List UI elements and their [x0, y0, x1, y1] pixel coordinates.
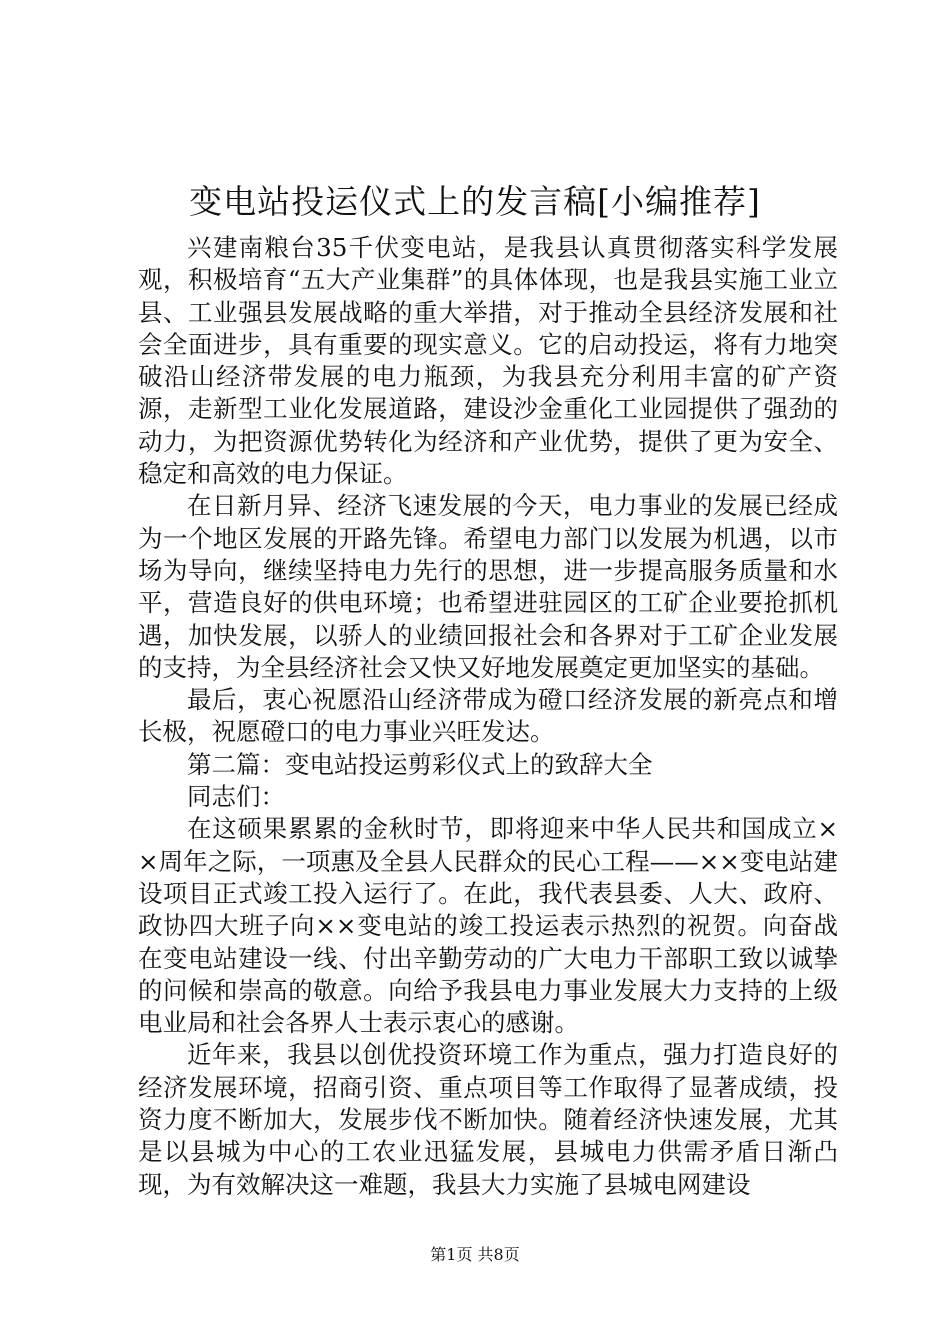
document-title: 变电站投运仪式上的发言稿[小编推荐]	[189, 182, 761, 221]
document-body	[138, 232, 838, 1201]
paragraph-2: 在日新月异、经济飞速发展的今天，电力事业的发展已经成为一个地区发展的开路先锋。希望电力部门以发展为机遇，以市场为导向，继续坚持电力先行的思想，进一步提高服务质量和水平，营造良好的供电环境；也希望进驻园区的工矿企业要抢抓机遇，加快发展，以骄人的业绩回报社会和各界对于工矿企业发展的支持，为全县经济社会又快又好地发展奠定更加坚实的基础。	[138, 491, 838, 682]
paragraph-5: 近年来，我县以创优投资环境工作为重点，强力打造良好的经济发展环境，招商引资、重点项目等工作取得了显著成绩，投资力度不断加大，发展步伐不断加快。随着经济快速发展，尤其是以县城为中心的工农业迅猛发展，县城电力供需矛盾日渐凸现，为有效解决这一难题，我县大力实施了县城电网建设	[138, 1040, 838, 1199]
salutation: 同志们：	[187, 782, 285, 812]
page-number-footer: 第1页 共8页	[430, 1245, 520, 1264]
paragraph-1: 兴建南粮台35千伏变电站，是我县认真贯彻落实科学发展观，积极培育“五大产业集群”的具体体现，也是我县实施工业立县、工业强县发展战略的重大举措，对于推动全县经济发展和社会全面进步，具有重要的现实意义。它的启动投运，将有力地突破沿山经济带发展的电力瓶颈，为我县充分利用丰富的矿产资源，走新型工业化发展道路，建设沙金重化工业园提供了强劲的动力，为把资源优势转化为经济和产业优势，提供了更为安全、稳定和高效的电力保证。	[138, 233, 838, 489]
paragraph-4: 在这硕果累累的金秋时节，即将迎来中华人民共和国成立××周年之际，一项惠及全县人民群众的民心工程——××变电站建设项目正式竣工投入运行了。在此，我代表县委、人大、政府、政协四大班子向××变电站的竣工投运表示热烈的祝贺。向奋战在变电站建设一线、付出辛勤劳动的广大电力干部职工致以诚挚的问候和崇高的敬意。向给予我县电力事业发展大力支持的上级电业局和社会各界人士表示衷心的感谢。	[138, 814, 838, 1038]
section-heading: 第二篇：变电站投运剪彩仪式上的致辞大全	[187, 749, 653, 779]
paragraph-3: 最后，衷心祝愿沿山经济带成为磴口经济发展的新亮点和增长极，祝愿磴口的电力事业兴旺发达。	[138, 685, 838, 747]
